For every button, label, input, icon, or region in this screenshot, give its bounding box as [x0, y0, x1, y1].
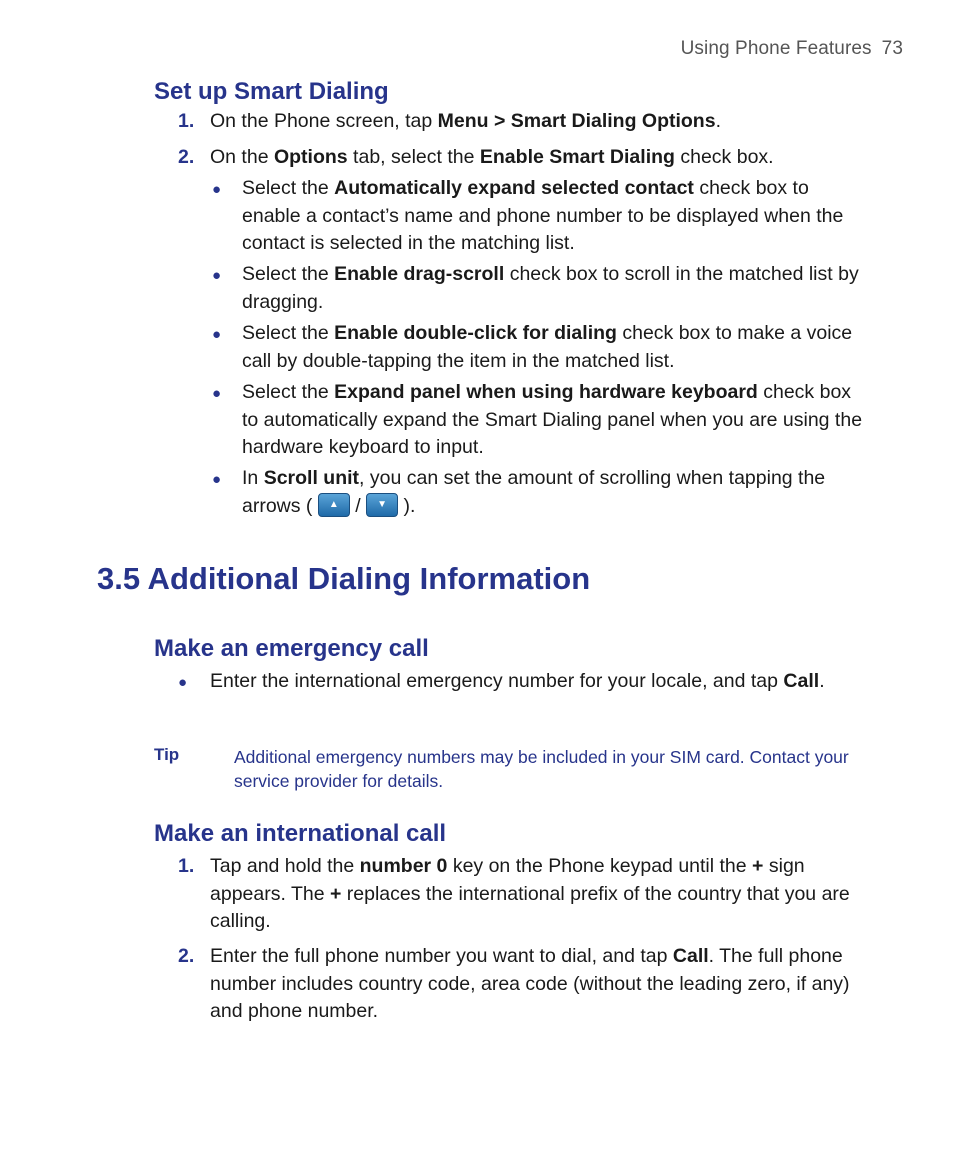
bullet-text: Enter the international emergency number for your locale, and tap Call. [210, 670, 825, 692]
bullet-marker: ● [178, 674, 188, 691]
step-number: 1. [178, 110, 195, 132]
bullet-marker: ● [212, 181, 222, 198]
running-header [681, 38, 903, 60]
chapter-title: 3.5 Additional Dialing Information [97, 561, 591, 596]
bullet-marker: ● [212, 471, 222, 488]
step-number: 1. [178, 855, 195, 877]
step-text: Enter the full phone number you want to dial, and tap Call. The full phone number includes country code, area code (without the leading zero, if any) and phone number. [210, 945, 850, 1022]
bullet-text: Select the Expand panel when using hardware keyboard check box to automatically expand the Smart Dialing panel when you are using the hardware keyboard to input. [242, 381, 863, 458]
up-arrow-button-icon: ▲ [318, 493, 350, 517]
section-title-emergency: Make an emergency call [154, 635, 429, 662]
step-number: 2. [178, 945, 195, 967]
step-text: On the Options tab, select the Enable Smart Dialing check box. [210, 146, 774, 168]
bullet-text: In Scroll unit, you can set the amount of scrolling when tapping the arrows ( ▲ / ▼ ). [242, 467, 826, 517]
header-section-title: Using Phone Features [680, 38, 872, 59]
step-text: On the Phone screen, tap Menu > Smart Dialing Options. [210, 110, 721, 132]
bullet-text: Select the Enable drag-scroll check box to scroll in the matched list by dragging. [242, 263, 859, 313]
step-number: 2. [178, 146, 195, 168]
page-number: 73 [881, 38, 903, 59]
bullet-text: Select the Enable double-click for dialing check box to make a voice call by double-tapping the item in the matched list. [242, 322, 853, 372]
tip-text: Additional emergency numbers may be included in your SIM card. Contact your service provider for details. [234, 747, 849, 791]
step-text: Tap and hold the number 0 key on the Phone keypad until the + sign appears. The + replaces the international prefix of the country that you are calling. [210, 855, 850, 932]
bullet-text: Select the Automatically expand selected contact check box to enable a contact’s name and phone number to be displayed when the contact is selected in the matching list. [242, 177, 844, 254]
bullet-marker: ● [212, 385, 222, 402]
bullet-marker: ● [212, 267, 222, 284]
down-arrow-button-icon: ▼ [366, 493, 398, 517]
section-title-smart-dialing: Set up Smart Dialing [154, 78, 389, 105]
section-title-international: Make an international call [154, 820, 447, 847]
bullet-marker: ● [212, 326, 222, 343]
tip-label: Tip [154, 745, 180, 764]
